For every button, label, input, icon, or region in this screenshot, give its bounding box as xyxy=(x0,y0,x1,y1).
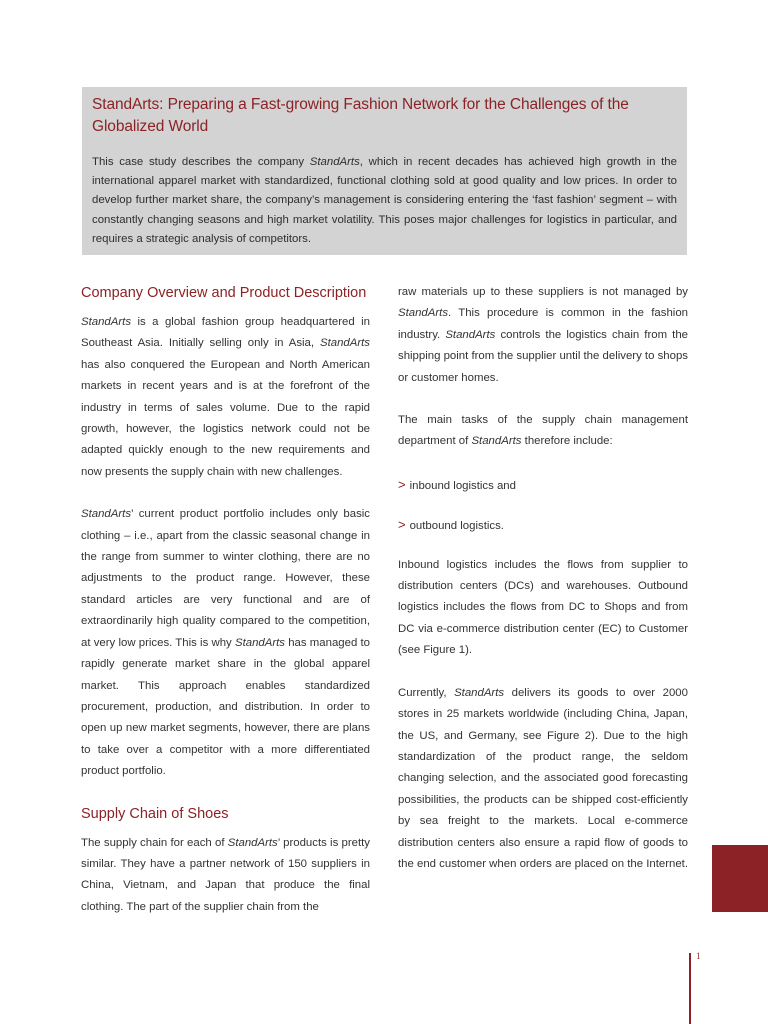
paragraph: StandArts is a global fashion group headquartered in Southeast Asia. Initially selling only in Asia, StandArts has also conquered the European and North American markets in recent years and is at the forefront of the industry in terms of sales volume. Due to the rapid growth, however, the logistics network could not be adapted quickly enough to the new requirements and now presents the supply chain with new challenges. xyxy=(81,316,370,478)
section-heading-company-overview: Company Overview and Product Description xyxy=(81,285,367,301)
abstract-text: This case study describes the company StandArts, which in recent decades has achieved high growth in the international apparel market with standardized, functional clothing sold at good quality and low prices. In order to develop further market share, the company’s management is considering entering the ‘fast fashion’ segment – with constantly changing seasons and high market volatility. This poses major challenges for logistics in particular, and requires a strategic analysis of competitors. xyxy=(92,156,677,245)
bullet-item xyxy=(398,514,688,537)
paragraph: The supply chain for each of StandArts’ products is pretty similar. They have a partner network of 150 suppliers in China, Vietnam, and Japan that produce the final clothing. The part of the supplier chain from the xyxy=(81,836,370,913)
bullet-text: inbound logistics and xyxy=(409,479,516,492)
bullet-text: outbound logistics. xyxy=(409,520,504,533)
paragraph: raw materials up to these suppliers is not managed by StandArts. This procedure is common in the fashion industry. StandArts controls the logistics chain from the shipping point from the supplier until the delivery to shops or customer homes. xyxy=(398,286,688,384)
paragraph: Currently, StandArts delivers its goods to over 2000 stores in 25 markets worldwide (including China, Japan, the US, and Germany, see Figure 2). Due to the high standardization of the product range, the seldom changing selection, and the associated good forecasting possibilities, the products can be shipped cost-efficiently by sea freight to the markets. Local e-commerce distribution centers also ensure a rapid flow of goods to the end customer when orders are placed on the Internet. xyxy=(398,686,689,870)
case-title: StandArts: Preparing a Fast-growing Fashion Network for the Challenges of the Globalized World xyxy=(92,96,629,135)
left-column xyxy=(81,283,370,939)
bullet-marker: > xyxy=(398,476,406,492)
section-heading-supply-chain: Supply Chain of Shoes xyxy=(81,805,229,822)
footer-rule xyxy=(689,953,691,1024)
paragraph: StandArts’ current product portfolio includes only basic clothing – i.e., apart from the classic seasonal change in the range from summer to winter clothing, there are no adjustments to the product range. However, these standard articles are very functional and are of extraordinarily high quality compared to the competition, at very low prices. This is why StandArts has managed to rapidly generate market share in the global apparel market. This approach enables standardized procurement, production, and distribution. In order to open up new market segments, however, there are plans to take over a competitor with a more differentiated product portfolio. xyxy=(81,508,371,778)
side-tab-marker xyxy=(712,845,768,912)
paragraph: Inbound logistics includes the flows from supplier to distribution centers (DCs) and warehouses. Outbound logistics includes the flows from DC to Shops and from DC via e-commerce distribution center (EC) to Customer (see Figure 1). xyxy=(398,558,688,657)
abstract-box xyxy=(82,87,687,255)
page-number: 1 xyxy=(696,951,701,961)
bullet-item xyxy=(398,474,688,497)
bullet-marker: > xyxy=(398,517,406,533)
right-column xyxy=(398,282,688,896)
paragraph: The main tasks of the supply chain management department of StandArts therefore include: xyxy=(398,414,688,448)
